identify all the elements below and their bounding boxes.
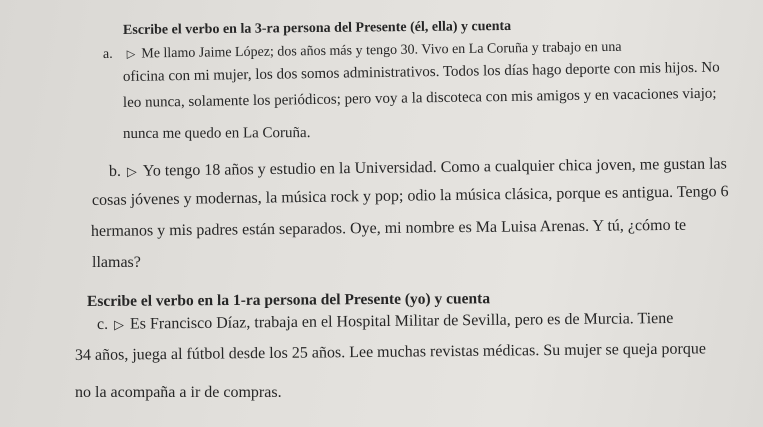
item-a-text-1: Me llamo Jaime López; dos años más y tengo 30. Vivo en La Coruña y trabajo en una [141, 39, 622, 62]
item-c-text-1: Es Francisco Díaz, trabaja en el Hospital Militar de Sevilla, pero es de Murcia. Tiene [129, 309, 674, 333]
item-c-line-3: no la acompaña a ir de compras. [75, 384, 282, 401]
item-a-line-2: oficina con mi mujer, los dos somos administrativos. Todos los días hago deporte con mis hijos. No [122, 59, 720, 85]
item-b-text-1: Yo tengo 18 años y estudio en la Universidad. Como a cualquier chica joven, me gustan las [142, 155, 727, 180]
item-b-line-4: llamas? [92, 254, 141, 271]
item-b-line-1 [109, 155, 727, 181]
play-arrow-icon: ▷ [126, 48, 136, 61]
item-c-line-1 [97, 310, 674, 334]
item-b-line-3: hermanos y mis padres están separados. Oye, mi nombre es Ma Luisa Arenas. Y tú, ¿cómo te [90, 216, 687, 240]
item-c-line-2: 34 años, juega al fútbol desde los 25 años. Lee muchas revistas médicas. Su mujer se queja porque [74, 340, 707, 364]
item-b-line-2: cosas jóvenes y modernas, la música rock y pop; odio la música clásica, porque es antigua. Tengo 6 [91, 183, 729, 209]
item-a-marker: a. [102, 46, 113, 62]
play-arrow-icon: ▷ [114, 317, 125, 332]
section1-heading: Escribe el verbo en la 3-ra persona del Presente (él, ella) y cuenta [122, 18, 512, 38]
item-c-marker: c. [96, 315, 109, 333]
item-a-line-3: leo nunca, solamente los periódicos; pero voy a la discoteca con mis amigos y en vacaciones viajo; [122, 85, 717, 111]
item-b-marker: b. [108, 162, 122, 180]
play-arrow-icon: ▷ [126, 164, 137, 179]
item-a-line-4: nunca me quedo en La Coruña. [122, 125, 311, 142]
section2-heading: Escribe el verbo en la 1-ra persona del Presente (yo) y cuenta [86, 290, 491, 310]
item-a-line-1 [103, 40, 622, 63]
